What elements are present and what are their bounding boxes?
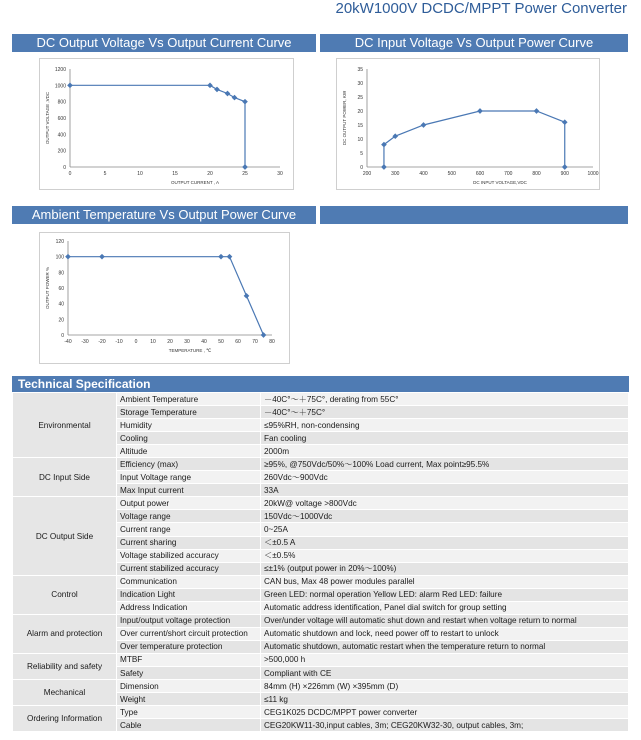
temperature-power-chart: [40, 233, 289, 363]
y-tick-label: 120: [55, 239, 64, 245]
spec-item-name: Communication: [117, 575, 261, 588]
spec-item-name: Over temperature protection: [117, 640, 261, 653]
input-voltage-power-chart: [337, 59, 599, 189]
data-point: [65, 254, 71, 260]
spec-group-label: Mechanical: [13, 680, 117, 706]
output-voltage-current-chart: [40, 59, 293, 189]
y-tick-label: 40: [58, 301, 64, 308]
spec-item-name: MTBF: [117, 653, 261, 666]
spec-row: [13, 497, 629, 510]
spec-item-name: Current stabilized accuracy: [117, 562, 261, 575]
spec-item-name: Voltage range: [117, 510, 261, 523]
x-tick-label: 80: [269, 339, 275, 345]
empty-panel: [320, 206, 628, 224]
spec-heading: Technical Specification: [12, 376, 629, 392]
data-point: [218, 254, 224, 260]
spec-group-label: DC Input Side: [13, 458, 117, 497]
spec-group-label: Ordering Information: [13, 706, 117, 732]
spec-item-value: 0~25A: [261, 523, 629, 536]
x-tick-label: 60: [235, 339, 241, 345]
y-tick-label: 200: [57, 148, 66, 155]
y-axis-label: DC OUTPUT POWER, KW: [342, 90, 347, 146]
spec-group-label: Reliability and safety: [13, 653, 117, 679]
data-point: [381, 164, 387, 170]
spec-item-name: Address Indication: [117, 601, 261, 614]
data-point: [99, 254, 105, 260]
x-axis-label: OUTPUT CURRENT , A: [170, 180, 220, 185]
y-axis-label: OUTPUT POWER %: [45, 267, 50, 309]
spec-group-label: Alarm and protection: [13, 614, 117, 653]
data-point: [562, 164, 568, 170]
x-tick-label: 50: [218, 339, 224, 345]
y-tick-label: 800: [57, 99, 66, 106]
spec-item-name: Dimension: [117, 680, 261, 693]
spec-item-value: Automatic shutdown, automatic restart when the temperature return to normal: [261, 640, 629, 653]
spec-item-name: Efficiency (max): [117, 458, 261, 471]
data-point: [214, 87, 220, 93]
spec-item-value: 150Vdc～1000Vdc: [261, 510, 629, 523]
spec-item-name: Cable: [117, 719, 261, 732]
spec-item-value: CEG20KW11-30,input cables, 3m; CEG20KW32-30, output cables, 3m;: [261, 719, 629, 732]
spec-item-value: Over/under voltage will automatic shut down and restart when voltage return to normal: [261, 614, 629, 627]
spec-item-value: Fan cooling: [261, 432, 629, 445]
spec-item-value: －40C°～＋75C°: [261, 406, 629, 419]
y-tick-label: 80: [58, 270, 64, 277]
spec-item-name: Ambient Temperature: [117, 393, 261, 406]
spec-item-name: Current range: [117, 523, 261, 536]
spec-item-value: 33A: [261, 484, 629, 497]
chart1-heading: DC Output Voltage Vs Output Current Curve: [12, 34, 316, 52]
x-axis-label: TEMPERATURE , ℃: [168, 348, 212, 353]
spec-group-label: Environmental: [13, 393, 117, 458]
series-line: [68, 257, 264, 335]
spec-item-name: Voltage stabilized accuracy: [117, 549, 261, 562]
data-point: [242, 99, 248, 105]
chart1-frame: [39, 58, 294, 190]
spec-item-value: Compliant with CE: [261, 666, 629, 679]
spec-item-name: Max Input current: [117, 484, 261, 497]
data-point: [67, 83, 73, 89]
spec-group-label: DC Output Side: [13, 497, 117, 575]
spec-item-name: Output power: [117, 497, 261, 510]
data-point: [421, 122, 427, 128]
spec-item-value: 84mm (H) ×226mm (W) ×395mm (D): [261, 680, 629, 693]
x-tick-label: 30: [184, 339, 190, 345]
spec-item-name: Current sharing: [117, 536, 261, 549]
spec-item-name: Input Voltage range: [117, 471, 261, 484]
spec-item-value: ＜±0.5%: [261, 549, 629, 562]
spec-item-value: 260Vdc～900Vdc: [261, 471, 629, 484]
y-tick-label: 20: [58, 317, 64, 324]
x-tick-label: 1000: [587, 171, 599, 177]
spec-item-value: 20kW@ voltage >800Vdc: [261, 497, 629, 510]
y-tick-label: 100: [55, 254, 64, 261]
x-tick-label: 800: [532, 171, 541, 177]
data-point: [232, 95, 238, 101]
data-point: [261, 332, 267, 338]
data-point: [562, 119, 568, 125]
y-tick-label: 10: [357, 137, 363, 143]
x-tick-label: 700: [504, 171, 513, 177]
spec-item-value: －40C°～＋75C°, derating from 55C°: [261, 393, 629, 406]
y-tick-label: 35: [357, 67, 363, 73]
y-tick-label: 0: [61, 333, 64, 339]
chart3-heading: Ambient Temperature Vs Output Power Curve: [12, 206, 316, 224]
spec-row: [13, 680, 629, 693]
spec-item-value: ≤11 kg: [261, 693, 629, 706]
data-point: [225, 91, 231, 97]
spec-row: [13, 653, 629, 666]
data-point: [534, 108, 540, 114]
spec-item-name: Storage Temperature: [117, 406, 261, 419]
x-tick-label: 500: [447, 171, 456, 177]
x-tick-label: 25: [242, 171, 248, 177]
spec-item-value: Automatic address identification, Panel dial switch for group setting: [261, 601, 629, 614]
x-axis-label: DC INPUT VOLTAGE,VDC: [473, 180, 527, 185]
spec-item-value: Automatic shutdown and lock, need power off to restart to unlock: [261, 627, 629, 640]
y-tick-label: 1200: [54, 67, 66, 73]
x-tick-label: 15: [172, 171, 178, 177]
spec-item-value: CAN bus, Max 48 power modules parallel: [261, 575, 629, 588]
x-tick-label: 600: [475, 171, 485, 177]
spec-table: [12, 392, 629, 732]
y-tick-label: 30: [357, 81, 363, 87]
spec-item-value: CEG1K025 DCDC/MPPT power converter: [261, 706, 629, 719]
spec-item-value: ＜±0.5 A: [261, 536, 629, 549]
spec-item-value: ≤±1% (output power in 20%～100%): [261, 562, 629, 575]
data-point: [477, 108, 483, 114]
spec-row: [13, 575, 629, 588]
y-tick-label: 5: [360, 151, 363, 157]
y-tick-label: 0: [63, 165, 66, 171]
y-tick-label: 1000: [54, 83, 66, 90]
spec-row: [13, 706, 629, 719]
x-tick-label: 20: [207, 171, 213, 177]
document-title: 20kW1000V DCDC/MPPT Power Converter: [335, 0, 627, 17]
x-tick-label: -10: [115, 339, 123, 345]
spec-item-name: Safety: [117, 666, 261, 679]
x-tick-label: 300: [391, 171, 400, 177]
y-tick-label: 25: [357, 95, 363, 101]
data-point: [227, 254, 233, 260]
x-tick-label: 40: [201, 339, 207, 345]
x-tick-label: 70: [252, 339, 258, 345]
spec-item-name: Altitude: [117, 445, 261, 458]
spec-item-value: 2000m: [261, 445, 629, 458]
x-tick-label: -20: [98, 339, 106, 345]
y-tick-label: 400: [57, 132, 66, 139]
x-tick-label: 0: [68, 171, 72, 177]
y-axis-label: OUTPUT VOLTAGE ,VDC: [45, 91, 50, 145]
spec-row: [13, 458, 629, 471]
data-point: [207, 83, 213, 89]
y-tick-label: 600: [57, 116, 66, 122]
x-tick-label: 10: [150, 339, 156, 345]
spec-item-name: Humidity: [117, 419, 261, 432]
x-tick-label: 30: [277, 171, 283, 177]
x-tick-label: 0: [134, 339, 138, 345]
spec-item-name: Over current/short circuit protection: [117, 627, 261, 640]
x-tick-label: 20: [167, 339, 173, 345]
spec-row: [13, 393, 629, 406]
spec-item-name: Type: [117, 706, 261, 719]
y-tick-label: 0: [360, 165, 363, 171]
y-tick-label: 15: [357, 123, 363, 129]
spec-item-value: ≥95%, @750Vdc/50%～100% Load current, Max point≥95.5%: [261, 458, 629, 471]
y-tick-label: 60: [58, 286, 64, 292]
x-tick-label: 10: [137, 171, 143, 177]
spec-row: [13, 614, 629, 627]
series-line: [384, 111, 565, 167]
chart2-heading: DC Input Voltage Vs Output Power Curve: [320, 34, 628, 52]
spec-item-value: Green LED: normal operation Yellow LED: alarm Red LED: failure: [261, 588, 629, 601]
x-tick-label: 5: [103, 171, 107, 177]
chart2-frame: [336, 58, 600, 190]
chart3-frame: [39, 232, 290, 364]
spec-item-value: ≤95%RH, non-condensing: [261, 419, 629, 432]
y-tick-label: 20: [357, 109, 363, 115]
data-point: [244, 293, 250, 299]
x-tick-label: -40: [64, 339, 72, 345]
spec-item-name: Indication Light: [117, 588, 261, 601]
spec-item-name: Cooling: [117, 432, 261, 445]
spec-item-name: Input/output voltage protection: [117, 614, 261, 627]
data-point: [242, 164, 248, 170]
series-line: [70, 85, 245, 167]
x-tick-label: -30: [81, 339, 89, 345]
x-tick-label: 400: [419, 171, 428, 177]
x-tick-label: 900: [560, 171, 569, 177]
spec-item-value: >500,000 h: [261, 653, 629, 666]
spec-group-label: Control: [13, 575, 117, 614]
x-tick-label: 200: [362, 171, 372, 177]
spec-item-name: Weight: [117, 693, 261, 706]
